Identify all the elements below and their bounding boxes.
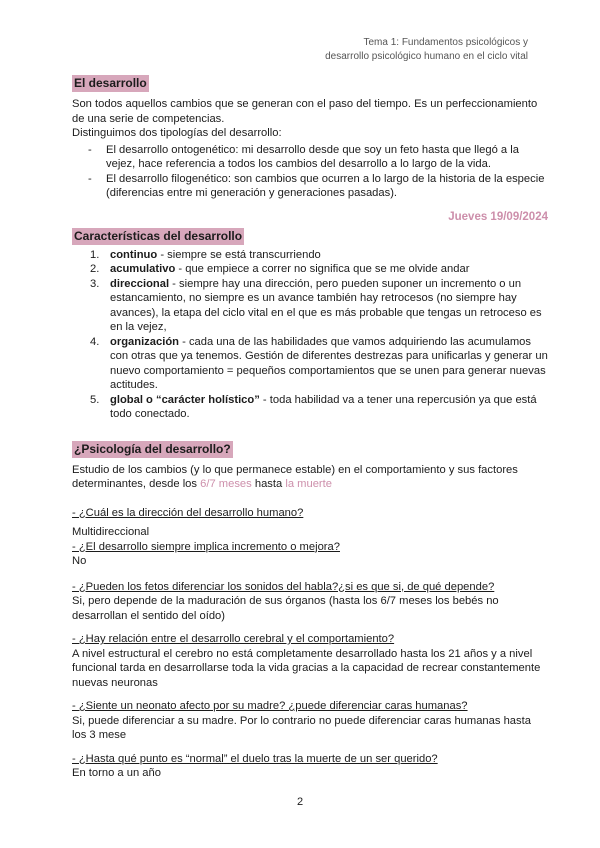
header-line-1: Tema 1: Fundamentos psicológicos y	[363, 37, 528, 48]
question: - ¿Pueden los fetos diferenciar los sonidos del habla?¿si es que si, de qué depende?	[72, 580, 495, 593]
dash-list	[72, 143, 548, 201]
numbered-list	[72, 248, 548, 422]
list-item: 4. organización - cada una de las habilidades que vamos adquiriendo las acumulamos con otras que ya tenemos. Gestión de diferentes destrezas para unificarlas y generar un nuevo comportamiento = pequeños comportamientos que se unen para generar nuevas actitudes.	[90, 335, 548, 391]
qa-block	[72, 699, 548, 743]
section-el-desarrollo	[72, 74, 548, 201]
header-line-2: desarrollo psicológico humano en el ciclo vital	[325, 51, 528, 62]
list-item: - El desarrollo filogenético: son cambios que ocurren a lo largo de la historia de la especie (diferencias entre mi generación y generaciones pasadas).	[88, 172, 545, 199]
answer: No	[72, 555, 87, 567]
answer: En torno a un año	[72, 767, 161, 779]
list-item: 2. acumulativo - que empiece a correr no significa que se me olvide andar	[90, 263, 470, 275]
section-psicologia	[72, 440, 548, 781]
list-item: 1. continuo - siempre se está transcurriendo	[90, 248, 321, 261]
page-content	[72, 74, 548, 781]
section-heading: El desarrollo	[74, 76, 147, 90]
running-header	[325, 36, 528, 64]
question: - ¿Hay relación entre el desarrollo cerebral y el comportamiento?	[72, 633, 395, 645]
section-caracteristicas	[72, 227, 548, 422]
date-stamp: Jueves 19/09/2024	[448, 210, 548, 223]
list-item: 3. direccional - siempre hay una dirección, pero pueden suponer un incremento o un estancamiento, no siempre es un avance también hay retrocesos (no siempre hay avances), la etapa del ciclo vital en el que es más probable que tengas un retroceso es en la vejez,	[90, 277, 542, 333]
question: - ¿El desarrollo siempre implica incremento o mejora?	[72, 540, 340, 553]
paragraph: Son todos aquellos cambios que se generan con el paso del tiempo. Es un perfeccionamiento de una serie de competencias.	[72, 98, 538, 125]
section-heading: ¿Psicología del desarrollo?	[74, 441, 231, 456]
section-heading: Características del desarrollo	[74, 228, 243, 243]
page-number: 2	[296, 796, 304, 808]
qa-block	[72, 580, 548, 624]
qa-block	[72, 506, 548, 540]
intro-paragraph: Estudio de los cambios (y lo que permanece estable) en el comportamiento y sus factores determinantes, desde los 6/7 meses hasta la muerte	[72, 463, 518, 490]
answer: Si, puede diferenciar a su madre. Por lo contrario no puede diferenciar caras humanas hasta los 3 mese	[72, 714, 531, 741]
answer: A nivel estructural el cerebro no está completamente desarrollado hasta los 21 años y a nivel funcional tarda en desarrollarse toda la vida gracias a la capacidad de recrear constantemente nuevas neuronas	[72, 647, 541, 689]
question: - ¿Siente un neonato afecto por su madre? ¿puede diferenciar caras humanas?	[72, 700, 468, 712]
qa-block	[72, 632, 548, 690]
question: - ¿Cuál es la dirección del desarrollo humano?	[72, 506, 304, 519]
list-item: 5. global o “carácter holístico” - toda habilidad va a tener una repercusión ya que está todo conectado.	[90, 393, 537, 420]
question: - ¿Hasta qué punto es “normal” el duelo tras la muerte de un ser querido?	[72, 752, 438, 765]
qa-block	[72, 752, 548, 781]
answer: Multidireccional	[72, 526, 150, 538]
list-item: - El desarrollo ontogenético: mi desarrollo desde que soy un feto hasta que llegó a la vejez, hace referencia a todos los cambios del desarrollo a lo largo de la vida.	[88, 143, 519, 170]
answer: Si, pero depende de la maduración de sus órganos (hasta los 6/7 meses los bebés no desarrollan el sentido del oído)	[72, 595, 499, 622]
qa-block	[72, 540, 548, 569]
paragraph: Distinguimos dos tipologías del desarrollo:	[72, 127, 282, 139]
